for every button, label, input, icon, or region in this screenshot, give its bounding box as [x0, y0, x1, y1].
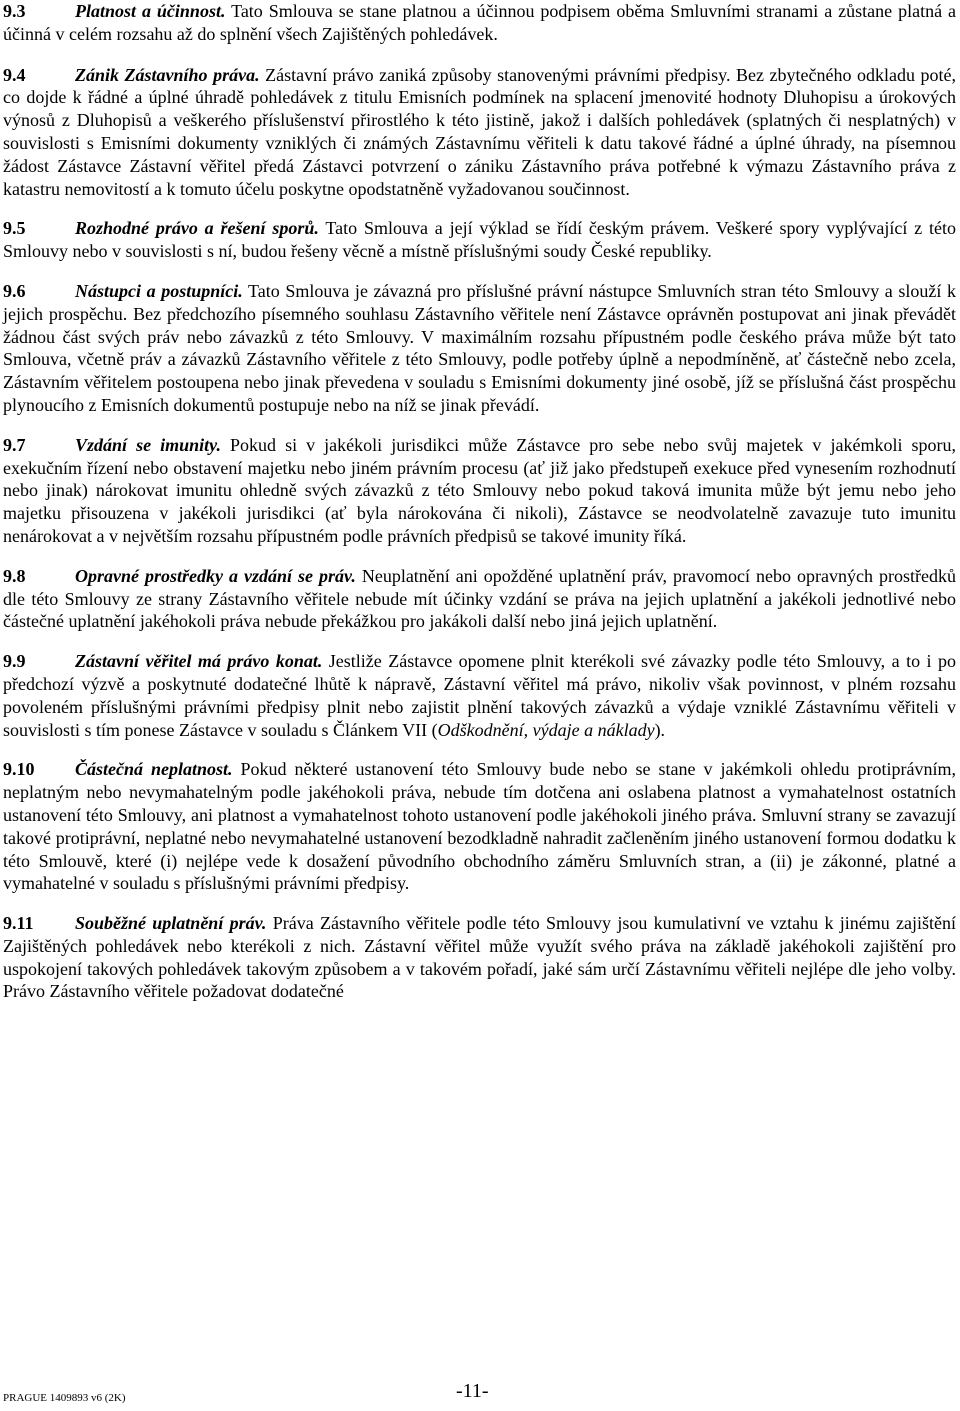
section-title: Platnost a účinnost. [75, 1, 226, 21]
section-text: Pokud některé ustanovení této Smlouvy bude nebo se stane v jakémkoli ohledu protiprávním, neplatným nebo nevymahatelným podle jakéhokoli práva, nebude tím dotčena ani oslabena platnost a vymahatelnost ostatních ustanovení této Smlouvy, ani platnost a vymahatelnost tohoto ustanovení podle jakéhokoli jiného práva. Smluvní strany se zavazují takové protiprávní, neplatné nebo nevymahatelné ustanovení bezodkladně nahradit začleněním jiného ustanovení formou dodatku k této Smlouvě, které (i) nejlépe vede k dosažení původního obchodního záměru Smluvních stran, a (ii) je zákonné, platné a vymahatelné v souladu s příslušnými právními předpisy. [3, 759, 956, 894]
section-9-5 [3, 217, 956, 263]
section-9-11 [3, 912, 956, 1003]
document-page [3, 0, 956, 1020]
section-9-7 [3, 434, 956, 548]
section-title: Zánik Zástavního práva. [75, 64, 260, 85]
section-title: Rozhodné právo a řešení sporů. [75, 218, 319, 239]
section-9-10 [3, 758, 956, 895]
section-9-6 [3, 280, 956, 417]
section-title: Nástupci a postupníci. [75, 280, 243, 301]
section-title: Vzdání se imunity. [75, 434, 221, 455]
section-title: Zástavní věřitel má právo konat. [75, 651, 323, 672]
section-text: Pokud si v jakékoli jurisdikci může Zástavce pro sebe nebo svůj majetek v jakémkoli sporu, exekučním řízení nebo obstavení majetku nebo jiném právním procesu (ať již jako předstupeň exekuce před vynesením rozhodnutí nebo jinak) nárokovat imunitu ohledně svých závazků z této Smlouvy nebo pokud taková imunita může být jemu nebo jeho majetku přisouzena v jakékoli jurisdikci (ať byla nárokována či nikoli), Zástavce se neodvolatelně zavazuje tuto imunitu nenárokovat a v největším rozsahu přípustném podle právních předpisů se takové imunity říká. [3, 434, 956, 546]
section-number: 9.7 [3, 434, 26, 455]
section-text: Tato Smlouva a její výklad se řídí českým právem. Veškeré spory vyplývající z této Smlouvy nebo v souvislosti s ní, budou řešeny věcně a místně příslušnými soudy České republiky. [3, 218, 956, 262]
section-text: Zástavní právo zaniká způsoby stanovenými právními předpisy. Bez zbytečného odkladu poté, co dojde k řádné a úplné úhradě pohledávek z titulu Emisních podmínek na splacení jmenovité hodnoty Dluhopisu a úrokových výnosů z Dluhopisů a veškerého příslušenství přirostlého k této jistině, jakož i dalších pohledávek (splatných či nesplatných) v souvislosti s Emisními dokumenty vzniklých či známých Zástavnímu věřiteli k datu takové řádné a úplné úhrady, na písemnou žádost Zástavce Zástavní věřitel předá Zástavci potvrzení o zániku Zástavního práva potřebné k výmazu Zástavního práva z katastru nemovitostí a k tomuto účelu poskytne opodstatněně vyžadovanou součinnost. [3, 64, 956, 199]
section-9-9 [3, 650, 956, 741]
section-text: Tato Smlouva se stane platnou a účinnou podpisem oběma Smluvními stranami a zůstane platná a účinná v celém rozsahu až do splnění všech Zajištěných pohledávek. [3, 1, 956, 44]
section-title: Souběžné uplatnění práv. [75, 913, 267, 934]
section-number: 9.5 [3, 218, 26, 239]
page-number: -11- [456, 1380, 489, 1402]
section-text-end: ). [654, 719, 666, 740]
section-number: 9.3 [3, 1, 26, 21]
section-number: 9.11 [3, 913, 34, 934]
section-text: Neuplatnění ani opožděné uplatnění práv, pravomocí nebo opravných prostředků dle této Smlouvy ze strany Zástavního věřitele nebude mít účinky vzdání se práva na jejich uplatnění a jakékoli jednotlivé nebo částečné uplatnění jakéhokoli práva nebude překážkou pro jakákoli další nebo jiná jejich uplatnění. [3, 565, 956, 632]
section-text: Práva Zástavního věřitele podle této Smlouvy jsou kumulativní ve vztahu k jinému zajištění Zajištěných pohledávek nebo kterékoli z nich. Zástavní věřitel může využít svého práva na základě jakéhokoli zajištění pro uspokojení takových pohledávek takovým způsobem a v takovém pořadí, jaké sám určí Zástavnímu věřiteli nejlépe dle jeho volby. Právo Zástavního věřitele požadovat dodatečné [3, 913, 956, 1002]
section-text: Jestliže Zástavce opomene plnit kterékoli své závazky podle této Smlouvy, a to i po předchozí výzvě a poskytnuté dodatečné lhůtě k nápravě, Zástavní věřitel má právo, nikoliv však povinnost, v plném rozsahu povoleném příslušnými právními předpisy plnit nebo zajistit plnění takových závazků a výdaje vzniklé Zástavnímu věřiteli v souvislosti s tím ponese Zástavce v souladu s Článkem VII ( [3, 651, 956, 740]
document-id: PRAGUE 1409893 v6 (2K) [3, 1392, 126, 1404]
section-number: 9.10 [3, 759, 35, 780]
section-number: 9.4 [3, 64, 26, 85]
section-9-4 [3, 64, 956, 201]
section-number: 9.6 [3, 280, 26, 301]
section-title: Částečná neplatnost. [75, 759, 233, 780]
section-9-3 [3, 0, 956, 46]
article-reference: Odškodnění, výdaje a náklady [437, 719, 655, 740]
section-number: 9.8 [3, 565, 26, 586]
section-number: 9.9 [3, 651, 26, 672]
section-title: Opravné prostředky a vzdání se práv. [75, 565, 356, 586]
section-9-8 [3, 565, 956, 633]
section-text: Tato Smlouva je závazná pro příslušné právní nástupce Smluvních stran této Smlouvy a slouží k jejich prospěchu. Bez předchozího písemného souhlasu Zástavního věřitele není Zástavce oprávněn postupovat ani jinak převádět žádnou část svých práv nebo závazků z této Smlouvy. V maximálním rozsahu přípustném podle českého práva může být tato Smlouva, včetně práv a závazků Zástavního věřitele z této Smlouvy, podle potřeby úplně a nepodmíněně, ať částečně nebo zcela, Zástavním věřitelem postoupena nebo jinak převedena v souladu s Emisními dokumenty jiné osobě, jíž se příslušná část prospěchu plynoucího z Emisních dokumentů postupuje nebo na níž se jinak převádí. [3, 280, 956, 415]
